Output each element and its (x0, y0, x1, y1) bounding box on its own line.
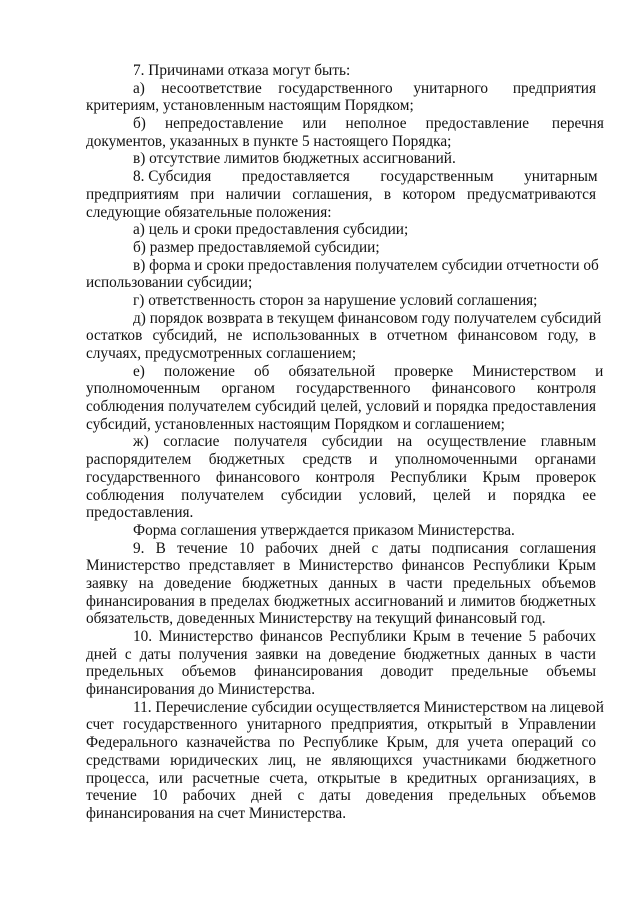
text-line: заявку на доведение бюджетных данных в части предельных объемов (86, 574, 596, 592)
text-line: б) непредоставление или неполное предоставление перечня (133, 115, 604, 133)
text-line: ж) согласие получателя субсидии на осуществление главным (133, 433, 596, 451)
text-line: предприятиям при наличии соглашения, в котором предусматриваются (86, 185, 596, 203)
text-line: Форма соглашения утверждается приказом Министерства. (133, 521, 515, 539)
text-line: б) размер предоставляемой субсидии; (133, 238, 380, 256)
paragraph-p8form (86, 522, 596, 540)
paragraph-p8c (86, 256, 599, 292)
paragraph-p9 (86, 540, 596, 628)
text-line: средствами юридических лиц, не являющихся участниками бюджетного (86, 751, 596, 769)
paragraph-p8a (86, 221, 596, 239)
paragraph-p7b (86, 115, 604, 150)
text-line: распорядителем бюджетных средств и уполномоченными органами (86, 451, 596, 469)
text-line: 8. Субсидия предоставляется государственным унитарным (133, 168, 598, 186)
text-line: остатков субсидий, не использованных в отчетном финансовом году, в (86, 327, 596, 345)
text-line: дней с даты получения заявки на доведение бюджетных данных в части (86, 645, 596, 663)
text-line: д) порядок возврата в текущем финансовом году получателем субсидий (133, 309, 602, 327)
text-line: уполномоченным органом государственного финансового контроля (86, 380, 596, 398)
text-line: предельных объемов финансирования доводит предельные объемы (86, 663, 596, 681)
paragraph-p7a (86, 80, 596, 115)
text-line: обязательств, доведенных Министерству на текущий финансовый год. (86, 610, 546, 628)
text-line: процесса, или расчетные счета, открытые в кредитных организациях, в (86, 769, 596, 787)
paragraph-p10 (86, 628, 596, 699)
paragraph-p8e (86, 309, 602, 363)
paragraph-p7c (86, 150, 596, 168)
text-line: финансирования в пределах бюджетных ассигнований и лимитов бюджетных (86, 592, 596, 610)
text-line: соблюдения получателем субсидий целей, условий и порядка предоставления (86, 398, 596, 416)
paragraph-p8f (86, 362, 604, 434)
text-line: 11. Перечисление субсидии осуществляется Министерством на лицевой (133, 698, 604, 716)
text-line: финансирования до Министерства. (86, 681, 316, 699)
text-line: 7. Причинами отказа могут быть: (133, 62, 351, 79)
text-line: 10. Министерство финансов Республики Крым в течение 5 рабочих (133, 628, 596, 645)
text-line: соблюдения получателем субсидии условий, целей и порядка ее (86, 486, 596, 504)
paragraph-p8d (86, 292, 596, 310)
text-line: использовании субсидии; (86, 274, 253, 292)
text-line: Федерального казначейства по Республике Крым, для учета операций со (86, 734, 596, 752)
text-line: субсидий, установленных настоящим Порядком и соглашением; (86, 415, 505, 433)
text-line: счет государственного унитарного предприятия, открытый в Управлении (86, 716, 596, 734)
text-line: в) форма и сроки предоставления получателем субсидии отчетности об (133, 256, 599, 274)
paragraph-p8g (86, 433, 596, 521)
text-line: 9. В течение 10 рабочих дней с даты подписания соглашения (133, 539, 596, 557)
paragraph-p11 (86, 698, 604, 823)
text-line: следующие обязательные положения: (86, 203, 332, 221)
text-line: в) отсутствие лимитов бюджетных ассигнований. (133, 150, 456, 168)
paragraph-p7 (86, 62, 596, 80)
text-line: государственного финансового контроля Республики Крым проверок (86, 468, 596, 486)
text-line: е) положение об обязательной проверке Министерством и (133, 362, 604, 380)
text-line: предоставления. (86, 504, 194, 522)
text-line: а) несоответствие государственного унитарного предприятия (133, 79, 596, 97)
text-line: критериям, установленным настоящим Порядком; (86, 97, 414, 115)
text-line: течение 10 рабочих дней с даты доведения предельных объемов (86, 787, 596, 805)
text-line: финансирования на счет Министерства. (86, 804, 347, 822)
text-line: случаях, предусмотренных соглашением; (86, 345, 357, 362)
paragraph-p8b (86, 239, 596, 257)
text-line: Министерство представляет в Министерство финансов Республики Крым (86, 557, 596, 575)
text-line: а) цель и сроки предоставления субсидии; (133, 221, 409, 239)
document-body (86, 62, 604, 823)
text-line: документов, указанных в пункте 5 настоящего Порядка; (86, 132, 452, 150)
paragraph-p8 (86, 168, 596, 221)
text-line: г) ответственность сторон за нарушение условий соглашения; (133, 291, 538, 309)
